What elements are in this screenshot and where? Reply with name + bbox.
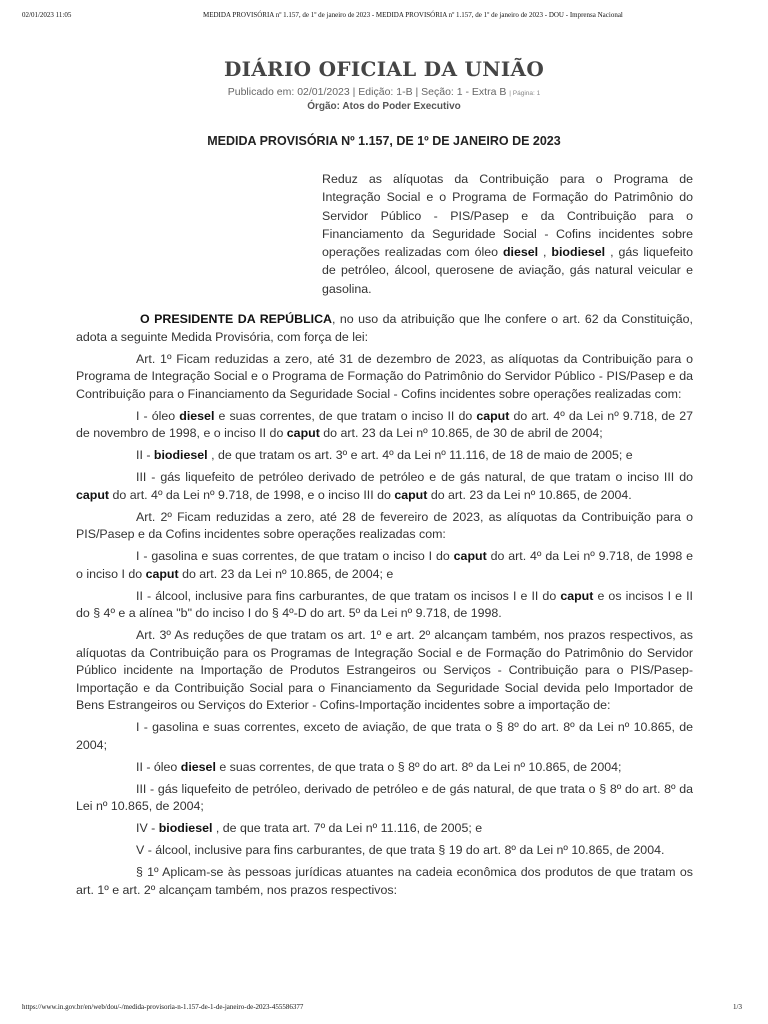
publication-info bbox=[0, 86, 768, 98]
article-2: Art. 2º Ficam reduzidas a zero, até 28 de fevereiro de 2023, as alíquotas da Contribuição para o PIS/Pasep e da Cofins incidentes sobre operações realizadas com: bbox=[76, 509, 693, 541]
article-3-item-v: V - álcool, inclusive para fins carburantes, de que trata § 19 do art. 8º da Lei nº 10.865, de 2004. bbox=[136, 843, 665, 857]
issuing-body: Órgão: Atos do Poder Executivo bbox=[307, 101, 461, 112]
print-datetime: 02/01/2023 11:05 bbox=[22, 11, 72, 19]
article-3: Art. 3º As reduções de que tratam os art. 1º e art. 2º alcançam também, nos prazos respectivos, as alíquotas da Contribuição para os Programas de Integração Social e de Formação do Patrimônio do Servidor Público incidente na Importação de Produtos Estrangeiros ou Serviços - Contribuição para o PIS/Pasep-Importação e da Contribuição Social para o Financiamento da Seguridade Social devida pelo Importador de Bens Estrangeiros ou Serviços do Exterior - Cofins-Importação incidentes sobre a importação de: bbox=[76, 628, 693, 712]
article-3-paragraph-1: § 1º Aplicam-se às pessoas jurídicas atuantes na cadeia econômica dos produtos de que tratam os art. 1º e art. 2º alcançam também, nos prazos respectivos: bbox=[76, 865, 693, 897]
newspaper-title: DIÁRIO OFICIAL DA UNIÃO bbox=[223, 57, 545, 81]
publication-details: Publicado em: 02/01/2023 | Edição: 1-B | Seção: 1 - Extra B bbox=[227, 86, 507, 98]
print-page-number: 1/3 bbox=[733, 1003, 742, 1011]
article-3-item-i: I - gasolina e suas correntes, exceto de aviação, de que trata o § 8º do art. 8º da Lei nº 10.865, de 2004; bbox=[76, 720, 693, 752]
article-1-item-ii: II - biodiesel , de que tratam os art. 3º e art. 4º da Lei nº 11.116, de 18 de maio de 2005; e bbox=[136, 448, 633, 462]
article-3-item-iv: IV - biodiesel , de que trata art. 7º da Lei nº 11.116, de 2005; e bbox=[136, 821, 483, 835]
print-page-title: MEDIDA PROVISÓRIA nº 1.157, de 1º de janeiro de 2023 - MEDIDA PROVISÓRIA nº 1.157, de 1º de janeiro de 2023 - DOU - Imprensa Nacional bbox=[203, 11, 623, 19]
article-2-item-i: I - gasolina e suas correntes, de que tratam o inciso I do caput do art. 4º da Lei nº 9.718, de 1998 e o inciso I do caput do art. 23 da Lei nº 10.865, de 2004; e bbox=[76, 549, 693, 581]
print-url: https://www.in.gov.br/en/web/dou/-/medida-provisoria-n-1.157-de-1-de-janeiro-de-2023-455586377 bbox=[22, 1003, 304, 1011]
article-1-item-i: I - óleo diesel e suas correntes, de que tratam o inciso II do caput do art. 4º da Lei nº 9.718, de 27 de novembro de 1998, e o inciso II do caput do art. 23 da Lei nº 10.865, de 30 de abril de 2004; bbox=[76, 408, 693, 440]
article-1-item-iii: III - gás liquefeito de petróleo derivado de petróleo e de gás natural, de que tratam o inciso III do caput do art. 4º da Lei nº 9.718, de 1998, e o inciso III do caput do art. 23 da Lei nº 10.865, de 2004. bbox=[76, 470, 693, 502]
article-2-item-ii: II - álcool, inclusive para fins carburantes, de que tratam os incisos I e II do caput e os incisos I e II do § 4º e a alínea "b" do inciso I do § 4º-D do art. 5º da Lei nº 9.718, de 1998. bbox=[76, 588, 693, 620]
article-1: Art. 1º Ficam reduzidas a zero, até 31 de dezembro de 2023, as alíquotas da Contribuição para o Programa de Integração Social e o Programa de Formação do Patrimônio do Servidor Público - PIS/Pasep e da Contribuição para o Financiamento da Seguridade Social - Cofins incidentes sobre operações realizadas com: bbox=[76, 351, 693, 401]
ementa: Reduz as alíquotas da Contribuição para o Programa de Integração Social e o Programa de Formação do Patrimônio do Servidor Público - PIS/Pasep e da Contribuição para o Financiamento da Seguridade Social - Cofins incidentes sobre operações realizadas com óleo diesel , biodiesel , gás liquefeito de petróleo, álcool, querosene de aviação, gás natural veicular e gasolina. bbox=[322, 172, 693, 296]
page-info: | Página: 1 bbox=[509, 90, 541, 97]
article-3-item-iii: III - gás liquefeito de petróleo, derivado de petróleo e de gás natural, de que trata o § 8º do art. 8º da Lei nº 10.865, de 2004; bbox=[76, 781, 693, 813]
document-body bbox=[76, 311, 693, 904]
document-title: MEDIDA PROVISÓRIA Nº 1.157, DE 1º DE JANEIRO DE 2023 bbox=[207, 134, 561, 148]
article-3-item-ii: II - óleo diesel e suas correntes, de que trata o § 8º do art. 8º da Lei nº 10.865, de 2004; bbox=[136, 759, 622, 774]
preamble: O PRESIDENTE DA REPÚBLICA, no uso da atribuição que lhe confere o art. 62 da Constituição, adota a seguinte Medida Provisória, com força de lei: bbox=[76, 312, 693, 344]
masthead bbox=[0, 57, 768, 112]
